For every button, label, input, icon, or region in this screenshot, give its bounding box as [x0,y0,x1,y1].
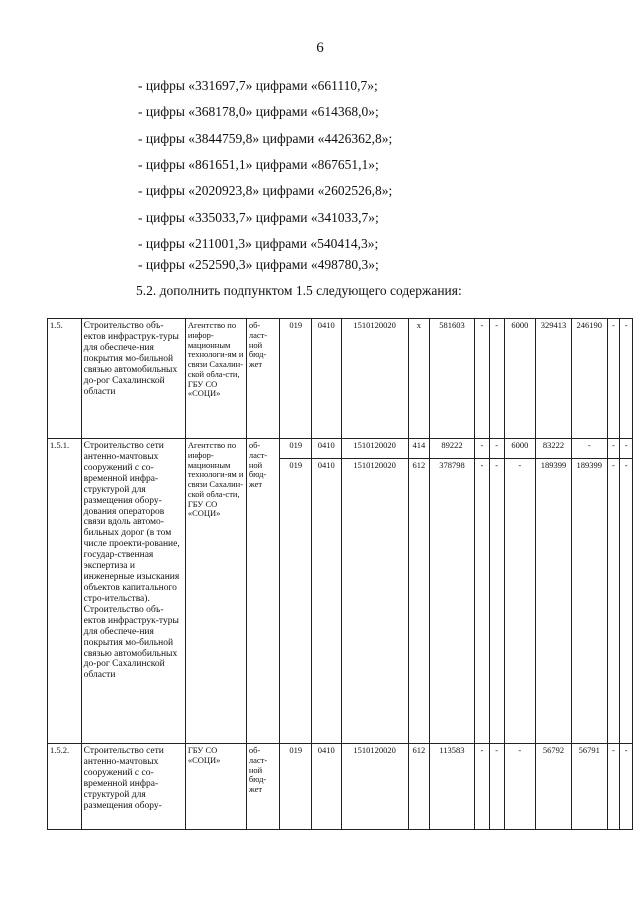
cell-value: 56791 [571,744,607,830]
cell-value: 83222 189399 [536,439,572,744]
cell-grbs: 019 [280,319,312,439]
cell-value: - [489,744,504,830]
row-number: 1.5.2. [48,744,82,830]
cell-value: 56792 [536,744,572,830]
cell-grbs: 019 [280,744,312,830]
replacement-line: - цифры «3844759,8» цифрами «4426362,8»; [138,131,393,146]
cell-value: - [620,319,633,439]
cell-grbs: 019 019 [280,439,312,744]
row-name: Строительство сети антенно-мачтовых сооружений с со-временной инфра-структурой для размещения обору- [81,744,185,830]
cell-total: 89222 378798 [429,439,474,744]
row-executor: Агентство по инфор-мационным технологи-ям и связи Сахалин-ской обла-сти, ГБУ СО «СОЦИ» [185,439,246,744]
cell-value: 246190 [571,319,607,439]
row-number: 1.5. [48,319,82,439]
cell-value: - [475,744,490,830]
page-number: 6 [316,40,324,56]
cell-value: - - [475,439,490,744]
cell-value: - [475,319,490,439]
cell-total: 581603 [429,319,474,439]
replacement-line: - цифры «335033,7» цифрами «341033,7»; [138,210,379,225]
cell-csr: 1510120020 1510120020 [341,439,408,744]
row-number: 1.5.1. [48,439,82,744]
cell-rz: 0410 [312,744,341,830]
cell-value: - [607,744,620,830]
cell-value: 6000 - [504,439,536,744]
row-source: об-ласт-ной бюд-жет [246,319,280,439]
table-row [48,744,633,830]
cell-vr: 612 [408,744,429,830]
cell-value: - - [607,439,620,744]
table-row [48,439,633,744]
row-executor: ГБУ СО «СОЦИ» [185,744,246,830]
replacement-line: - цифры «331697,7» цифрами «661110,7»; [138,78,378,93]
cell-value: 329413 [536,319,572,439]
cell-value: - - [489,439,504,744]
amendment-instruction: 5.2. дополнить подпунктом 1.5 следующего содержания: [136,283,462,298]
table-row [48,319,633,439]
cell-total: 113583 [429,744,474,830]
replacement-line: - цифры «252590,3» цифрами «498780,3»; [138,257,379,272]
cell-rz: 0410 [312,319,341,439]
replacement-line: - цифры «2020923,8» цифрами «2602526,8»; [138,183,393,198]
row-name: Строительство сети антенно-мачтовых сооружений с со-временной инфра-структурой для размещения обору-дования операторов связи вдоль автомо-бильных дорог (в том числе проекти-рование, государ-ственная экспертиза и инженерные изыскания объектов капитального стро-ительства). Строительство объ-ектов инфраструк-туры для обеспече-ния покрытия мо-бильной связью автомобильных до-рог Сахалинской области [81,439,185,744]
cell-vr: x [408,319,429,439]
row-name: Строительство объ-ектов инфраструк-туры для обеспече-ния покрытия мо-бильной связью автомобильных до-рог Сахалинской области [81,319,185,439]
cell-csr: 1510120020 [341,744,408,830]
cell-csr: 1510120020 [341,319,408,439]
budget-table [47,318,633,830]
cell-value: 6000 [504,319,536,439]
row-source: об-ласт-ной бюд-жет [246,439,280,744]
cell-value: - - [620,439,633,744]
row-source: об-ласт-ной бюд-жет [246,744,280,830]
cell-rz: 0410 0410 [312,439,341,744]
row-executor: Агентство по инфор-мационным технологи-ям и связи Сахалин-ской обла-сти, ГБУ СО «СОЦИ» [185,319,246,439]
cell-value: - [607,319,620,439]
cell-vr: 414 612 [408,439,429,744]
replacement-line: - цифры «861651,1» цифрами «867651,1»; [138,157,379,172]
replacement-line: - цифры «368178,0» цифрами «614368,0»; [138,104,379,119]
cell-value: - [620,744,633,830]
cell-value: - 189399 [571,439,607,744]
cell-value: - [489,319,504,439]
cell-value: - [504,744,536,830]
replacement-line: - цифры «211001,3» цифрами «540414,3»; [138,236,379,251]
